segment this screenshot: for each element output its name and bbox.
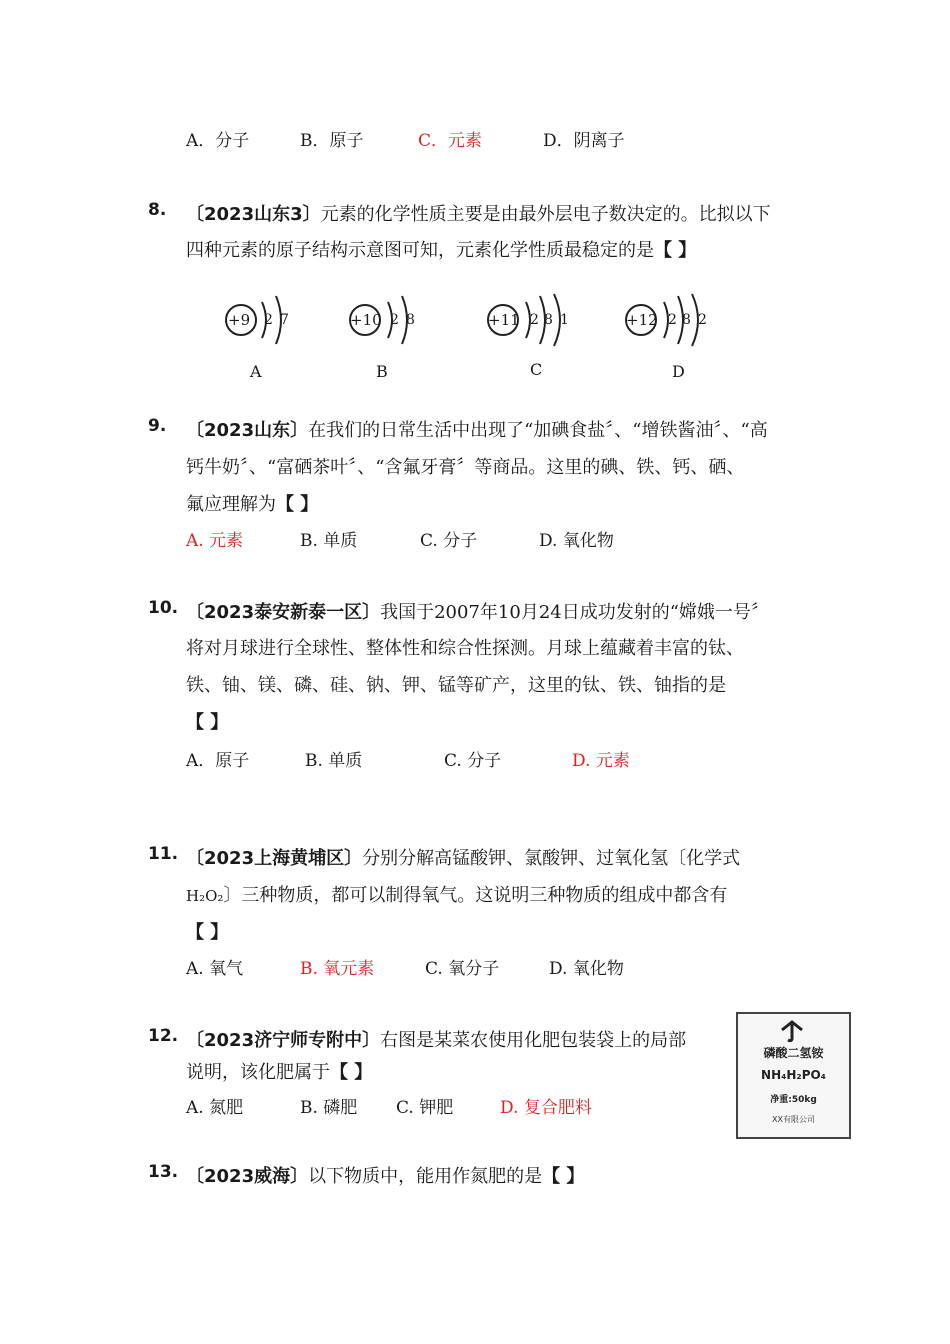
nucleus-charge: +9 — [228, 311, 251, 329]
q9-option-c: C. 分子 — [420, 531, 478, 551]
fertilizer-name: 磷酸二氢铵 — [763, 1046, 824, 1060]
question-number: 13. — [148, 1162, 179, 1182]
shell-electrons: 1 — [560, 312, 569, 328]
q7-option-c: C．元素 — [418, 131, 483, 151]
question-text-line1: 元素的化学性质主要是由最外层电子数决定的。比拟以下 — [320, 204, 771, 225]
question-source: 〔2023济宁师专附中〕 — [186, 1030, 381, 1051]
q9-option-b: B. 单质 — [300, 531, 358, 551]
q12-option-b: B. 磷肥 — [300, 1098, 358, 1118]
answer-bracket: 【 】 — [276, 494, 319, 515]
q9-option-a: A. 元素 — [186, 531, 244, 551]
q9-option-d: D. 氧化物 — [539, 531, 614, 551]
question-text-line2: 说明，该化肥属于 — [186, 1062, 330, 1083]
nucleus-charge: +10 — [350, 311, 382, 329]
q10-option-a: A．原子 — [186, 751, 250, 771]
question-text-line1: 右图是某菜农使用化肥包装袋上的局部 — [380, 1030, 687, 1051]
question-text-line2: 四种元素的原子结构示意图可知，元素化学性质最稳定的是 — [186, 240, 654, 261]
shell-electrons: 8 — [544, 312, 553, 328]
question-number: 10. — [148, 598, 179, 618]
shell-electrons: 8 — [682, 312, 691, 328]
atom-label: A — [250, 362, 262, 381]
nucleus-charge: +12 — [626, 311, 658, 329]
answer-bracket: 【 】 — [654, 240, 697, 261]
q10-option-b: B. 单质 — [305, 751, 363, 771]
question-text-line2: 将对月球进行全球性、整体性和综合性探测。月球上蕴藏着丰富的钛、 — [186, 638, 744, 659]
answer-bracket: 【 】 — [186, 922, 229, 943]
question-text-line1: 分别分解高锰酸钾、氯酸钾、过氧化氢〔化学式 — [362, 848, 741, 869]
question-text-line1: 以下物质中，能用作氮肥的是 — [308, 1166, 543, 1187]
atom-label: B — [376, 362, 388, 381]
q11-option-d: D. 氧化物 — [549, 959, 624, 979]
shell-electrons: 8 — [406, 312, 415, 328]
fertilizer-company: XX有限公司 — [772, 1115, 815, 1124]
fertilizer-label-image — [736, 1012, 851, 1139]
shell-electrons: 2 — [698, 312, 707, 328]
question-number: 12. — [148, 1026, 179, 1046]
question-source: 〔2023威海〕 — [186, 1166, 309, 1187]
shell-electrons: 2 — [390, 312, 399, 328]
question-text-line3: 氟应理解为 — [186, 494, 276, 515]
atom-diagram-d — [624, 288, 724, 381]
question-text-line1: 在我们的日常生活中出现了“加碘食盐〞、“增铁酱油〞、“高 — [308, 420, 768, 441]
q10-option-c: C. 分子 — [444, 751, 502, 771]
question-text-line2: 〕三种物质，都可以制得氧气。这说明三种物质的组成中都含有 — [223, 885, 728, 906]
atom-label: D — [672, 362, 685, 381]
question-text-line1: 我国于2007年10月24日成功发射的“嫦娥一号〞 — [380, 602, 769, 623]
umbrella-icon — [738, 1016, 849, 1046]
question-source: 〔2023山东3〕 — [186, 204, 321, 225]
atom-label: C — [530, 360, 543, 379]
q7-option-b: B．原子 — [300, 131, 364, 151]
q11-option-a: A. 氧气 — [186, 959, 244, 979]
atom-diagram-b — [348, 288, 428, 381]
question-source: 〔2023泰安新泰一区〕 — [186, 602, 381, 623]
atom-diagram-c — [486, 288, 586, 379]
shell-electrons: 2 — [668, 312, 677, 328]
atom-diagram-a — [224, 288, 304, 381]
question-number: 8. — [148, 200, 167, 220]
shell-electrons: 7 — [280, 312, 289, 328]
q12-option-d: D. 复合肥料 — [500, 1098, 592, 1118]
shell-electrons: 2 — [264, 312, 273, 328]
q12-option-a: A. 氮肥 — [186, 1098, 244, 1118]
q12-option-c: C. 钾肥 — [396, 1098, 454, 1118]
q11-option-b: B. 氧元素 — [300, 959, 375, 979]
question-number: 9. — [148, 416, 167, 436]
fertilizer-weight: 净重:50kg — [770, 1095, 817, 1105]
q10-option-d: D. 元素 — [572, 751, 630, 771]
answer-bracket: 【 】 — [330, 1062, 373, 1083]
chemical-formula: H₂O₂ — [186, 887, 224, 905]
q7-option-a: A．分子 — [186, 131, 250, 151]
question-text-line3: 铁、铀、镁、磷、硅、钠、钾、锰等矿产，这里的钛、铁、铀指的是 — [186, 675, 726, 696]
nucleus-charge: +11 — [488, 311, 520, 329]
fertilizer-formula: NH₄H₂PO₄ — [761, 1068, 826, 1082]
question-text-line2: 钙牛奶〞、“富硒茶叶〞、“含氟牙膏〞等商品。这里的碘、铁、钙、硒、 — [186, 457, 745, 478]
shell-electrons: 2 — [530, 312, 539, 328]
question-source: 〔2023上海黄埔区〕 — [186, 848, 363, 869]
q11-option-c: C. 氧分子 — [425, 959, 500, 979]
q7-option-d: D．阴离子 — [543, 131, 625, 151]
question-number: 11. — [148, 844, 179, 864]
answer-bracket: 【 】 — [542, 1166, 585, 1187]
answer-bracket: 【 】 — [186, 712, 229, 733]
question-source: 〔2023山东〕 — [186, 420, 309, 441]
